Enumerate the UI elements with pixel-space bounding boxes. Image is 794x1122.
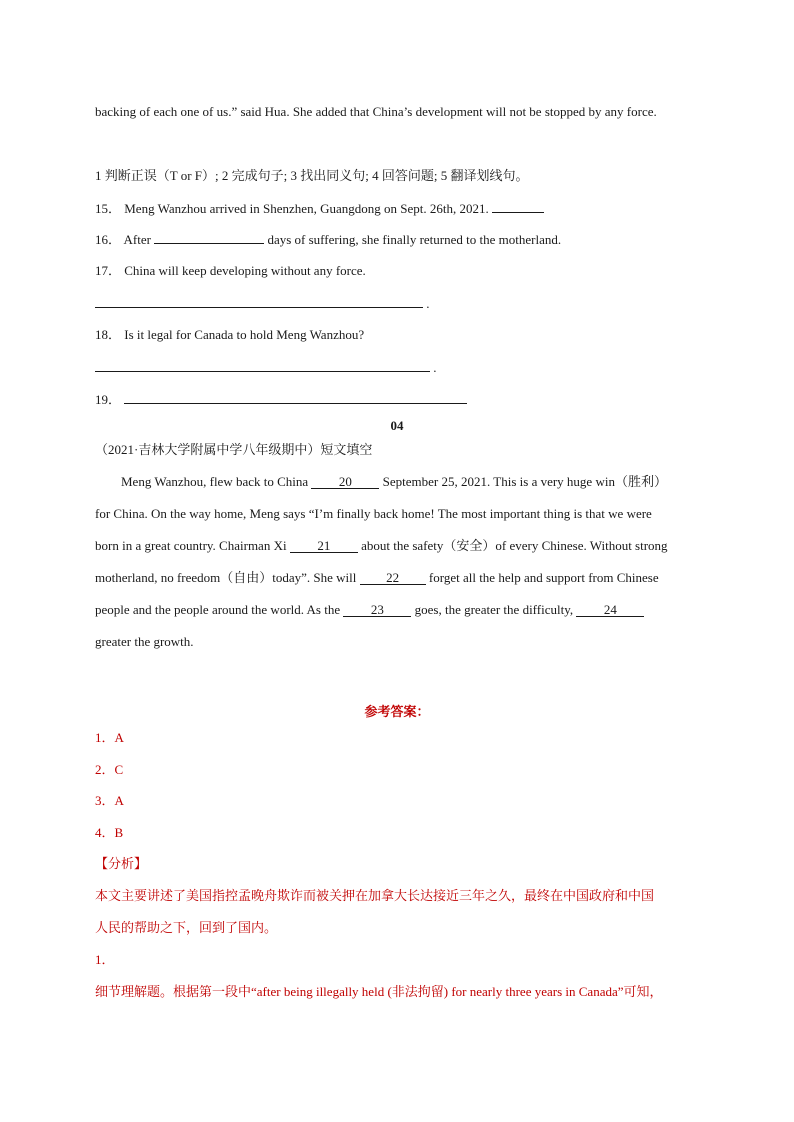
cloze-blank-23[interactable]: 23 — [343, 603, 411, 617]
answer-blank-15[interactable] — [492, 200, 544, 213]
cloze-text: goes, the greater the difficulty, — [414, 602, 574, 617]
question-15-text: 15． Meng Wanzhou arrived in Shenzhen, Guangdong on Sept. 26th, 2021. — [95, 201, 489, 216]
cloze-blank-22[interactable]: 22 — [360, 571, 426, 585]
question-19 — [95, 391, 467, 408]
answer-item: 1．A — [95, 730, 124, 745]
answer-line-17[interactable] — [95, 295, 430, 312]
answer-line-18[interactable] — [95, 359, 437, 376]
cloze-text: September 25, 2021. This is a very huge win（胜利） — [382, 474, 667, 489]
question-16-before: 16． After — [95, 232, 151, 247]
cloze-line-3 — [95, 538, 668, 554]
cloze-blank-20[interactable]: 20 — [311, 475, 379, 489]
answer-blank-16[interactable] — [154, 231, 264, 244]
analysis-number: 1． — [95, 952, 115, 967]
cloze-text: about the safety（安全）of every Chinese. Without strong — [361, 538, 668, 553]
answer-item: 3．A — [95, 793, 124, 808]
question-17: 17． China will keep developing without any force. — [95, 263, 366, 278]
question-19-number: 19． — [95, 392, 122, 407]
cloze-text: forget all the help and support from Chinese — [428, 570, 659, 585]
section-number: 04 — [390, 418, 404, 433]
answers-title: 参考答案： — [364, 704, 430, 719]
period-17: . — [426, 296, 430, 311]
cloze-blank-21[interactable]: 21 — [290, 539, 358, 553]
question-18: 18． Is it legal for Canada to hold Meng Wanzhou? — [95, 327, 365, 342]
cloze-text: motherland, no freedom（自由）today”. She will — [95, 570, 357, 585]
analysis-text-1: 本文主要讲述了美国指控孟晚舟欺诈而被关押在加拿大长达接近三年之久，最终在中国政府和中国 — [95, 888, 655, 903]
cloze-line-4 — [95, 570, 659, 586]
cloze-line-2: for China. On the way home, Meng says “I’m finally back home! The most important thing is that we were — [95, 506, 652, 521]
period-18: . — [433, 360, 437, 375]
cloze-text: people and the people around the world. As the — [95, 602, 341, 617]
cloze-text: born in a great country. Chairman Xi — [95, 538, 287, 553]
question-16 — [95, 231, 561, 248]
answer-item: 2．C — [95, 762, 124, 777]
intro-line: backing of each one of us.” said Hua. She added that China’s development will not be stopped by any force. — [95, 104, 657, 119]
answer-item: 4．B — [95, 825, 124, 840]
cloze-line-5 — [95, 602, 644, 618]
question-16-after: days of suffering, she finally returned to the motherland. — [267, 232, 562, 247]
analysis-text-2: 人民的帮助之下，回到了国内。 — [95, 920, 278, 935]
cloze-text: Meng Wanzhou, flew back to China — [121, 474, 309, 489]
analysis-label: 【分析】 — [95, 856, 148, 871]
section-source: （2021·吉林大学附属中学八年级期中）短文填空 — [95, 442, 373, 457]
answer-blank-19[interactable] — [124, 391, 467, 404]
cloze-blank-24[interactable]: 24 — [576, 603, 644, 617]
analysis-detail: 细节理解题。根据第一段中“after being illegally held (非法拘留) for nearly three years in Canada”可知， — [95, 984, 663, 999]
task-instructions: 1 判断正误（T or F）; 2 完成句子; 3 找出同义句; 4 回答问题; 5 翻译划线句。 — [95, 168, 529, 183]
cloze-line-1 — [121, 474, 667, 490]
question-15 — [95, 200, 544, 217]
cloze-line-6: greater the growth. — [95, 634, 194, 649]
